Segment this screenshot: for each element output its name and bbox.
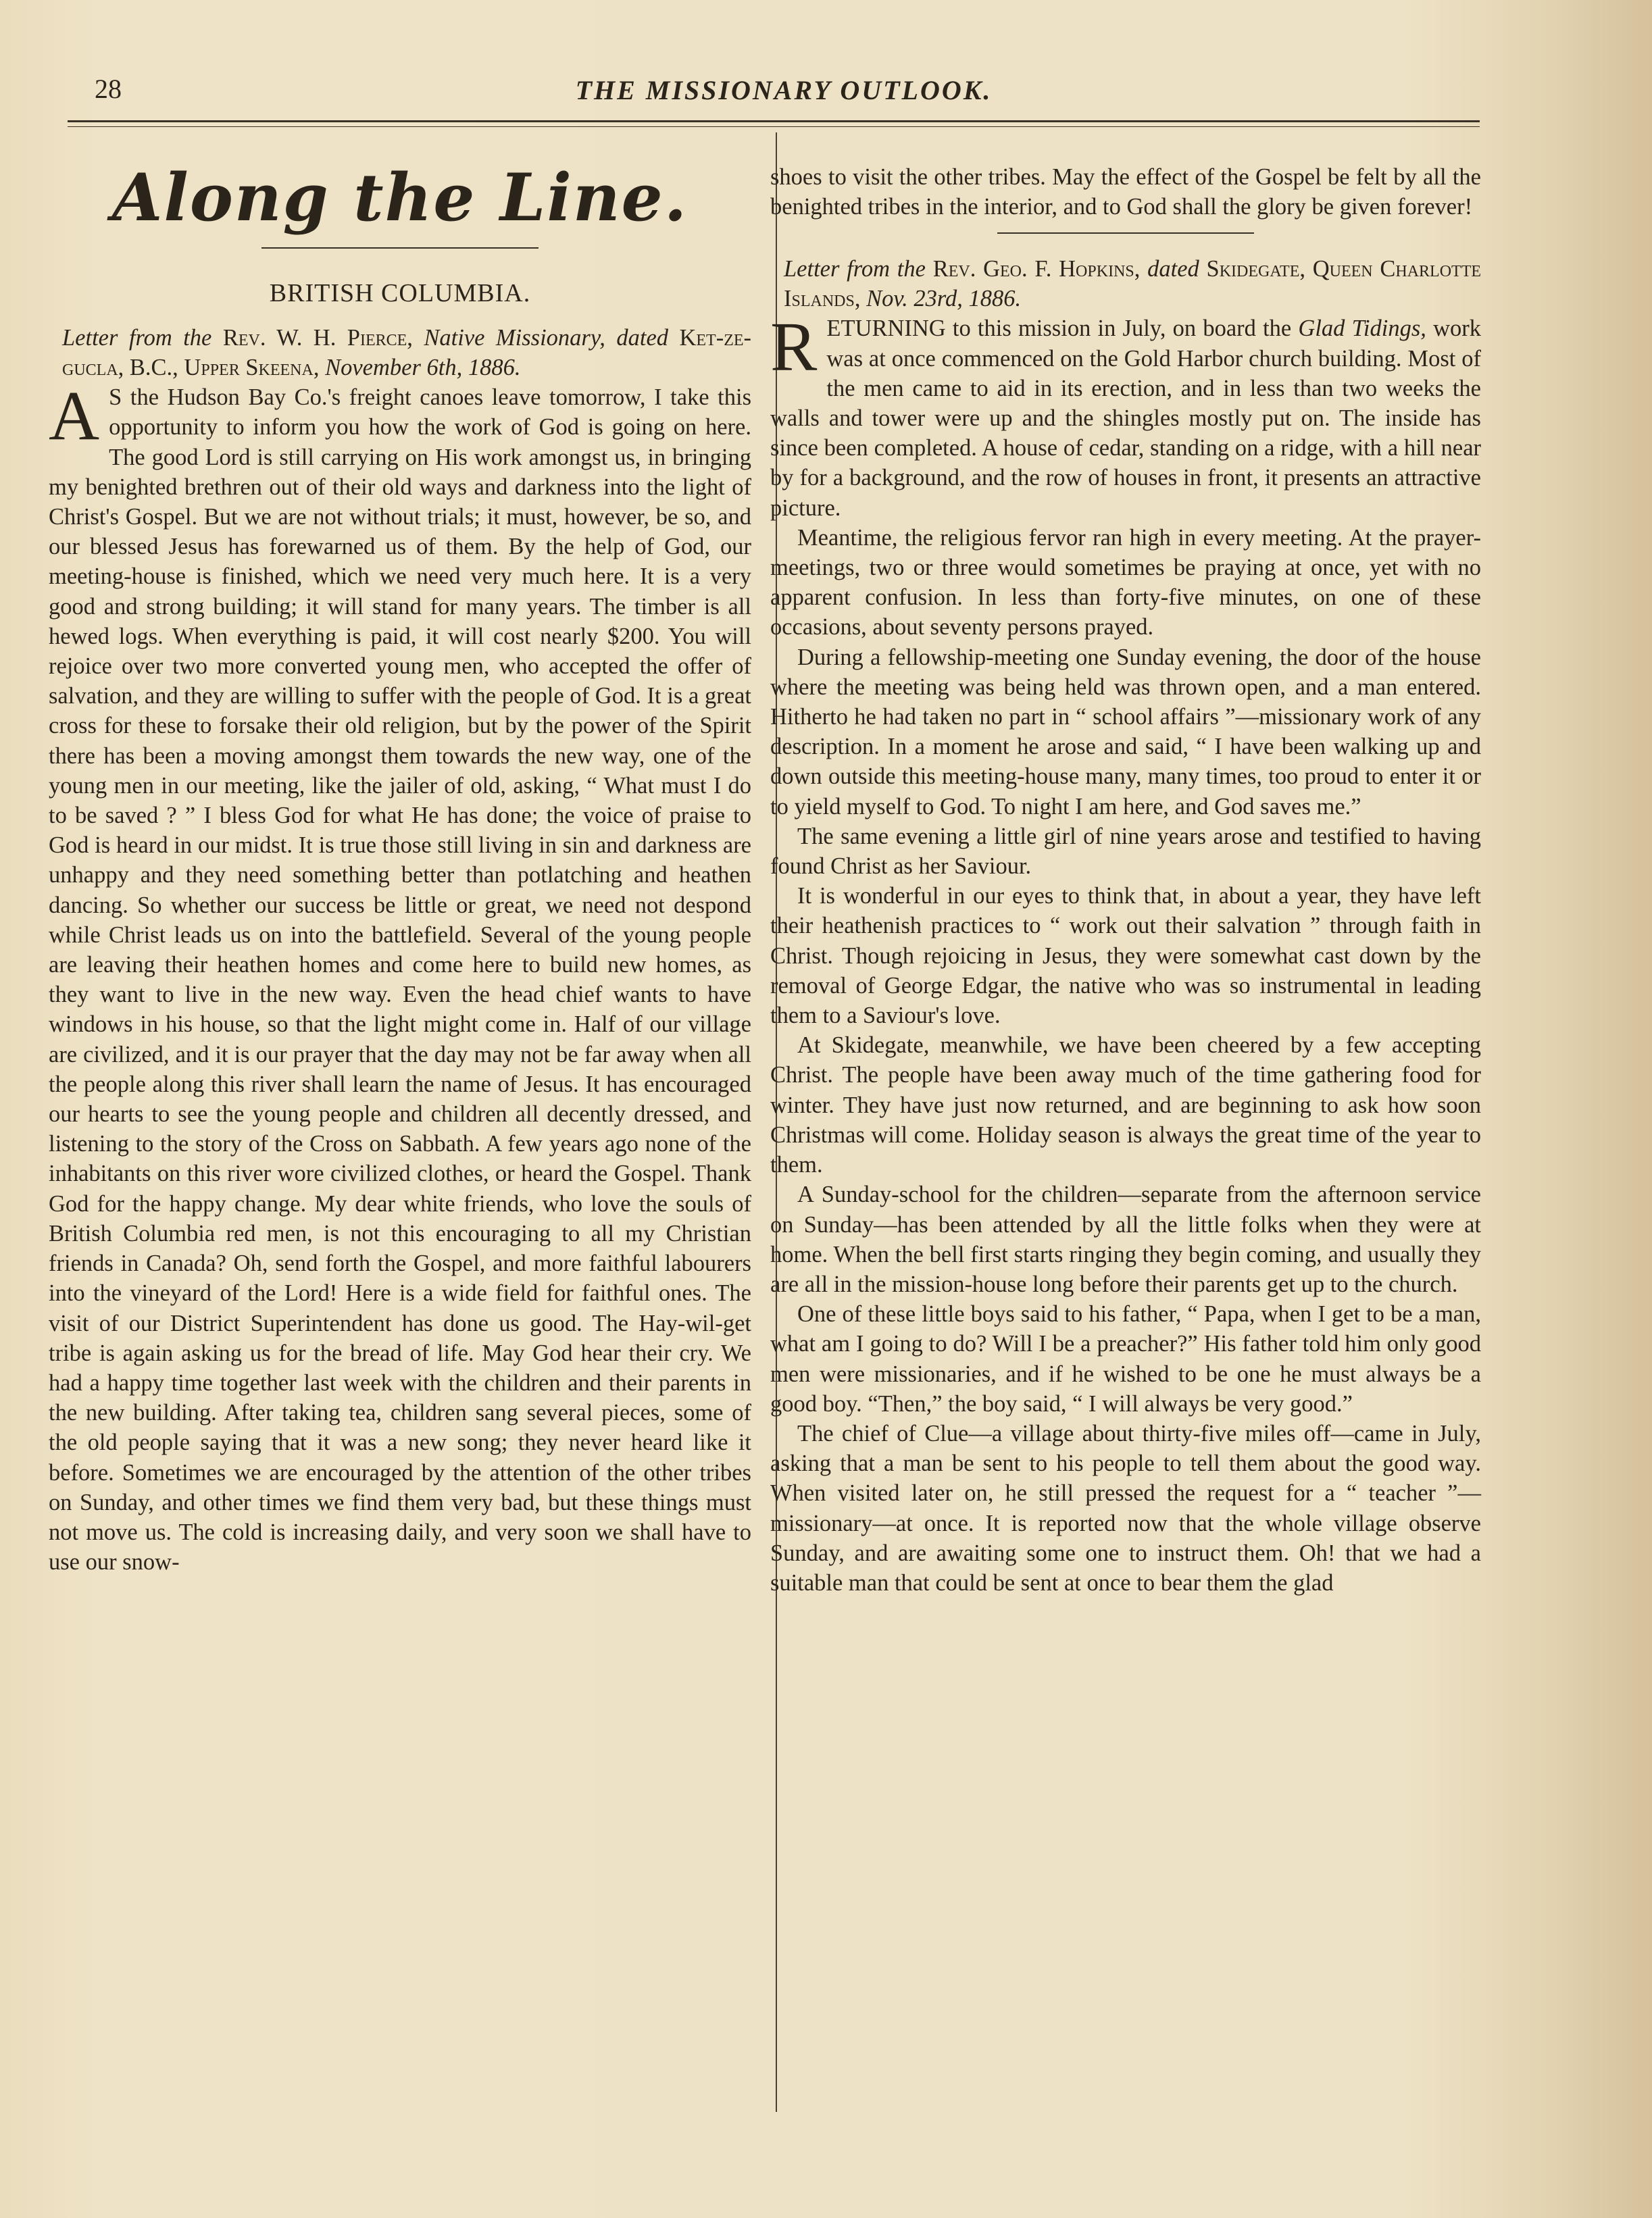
ship-name: Glad Tidings, <box>1298 316 1426 342</box>
letter-place: Ket-ze-gucla, B.C., Upper Skeena, <box>62 325 752 381</box>
opening-word: ETURNING <box>826 316 946 342</box>
paragraph: At Skidegate, meanwhile, we have been cheered by a few accepting Christ. The people have been away much of the time gathering food for winter. They have just now returned, and are beginning to ask how soon Christmas will come. Holiday season is always the great time of the year to them. <box>770 1032 1481 1178</box>
letter-heading-pierce <box>49 323 751 382</box>
header-rule <box>68 120 1480 127</box>
section-masthead: Along the Line. <box>111 159 689 236</box>
running-head <box>95 65 1473 112</box>
letter-heading-hopkins <box>770 254 1481 313</box>
left-column <box>49 142 751 1577</box>
paragraph: It is wonderful in our eyes to think that, in about a year, they have left their heathenish practices to “ work out their salvation ” through faith in Christ. Though rejoicing in Jesus, they were somewhat cast down by the removal of George Edgar, the native who was so instrumental in leading them to a Saviour's love. <box>770 883 1481 1029</box>
letter-text: to this mission in July, on board the <box>945 316 1299 342</box>
drop-cap: R <box>770 308 818 386</box>
letter-dated-label: dated <box>1147 256 1199 282</box>
letter-from-label: Letter from the <box>62 325 212 351</box>
section-heading: BRITISH COLUMBIA. <box>269 279 531 307</box>
letter-date: November 6th, 1886. <box>325 355 521 381</box>
paragraph: The chief of Clue—a village about thirty-five miles off—came in July, asking that a man be sent to his people to tell them about the good way. When visited later on, he still pressed the request for a “ teacher ”—missionary—at once. It is reported now that the whole village observe Sunday, and are awaiting some one to instruct them. Oh! that we had a suitable man that could be sent at once to bear them the glad <box>770 1420 1481 1596</box>
continued-text: shoes to visit the other tribes. May the effect of the Gospel be felt by all the benighted tribes in the interior, and to God shall the glory be given forever! <box>770 164 1481 220</box>
letter-place: Skidegate, Queen Charlotte Islands, <box>784 256 1482 312</box>
letter-text: S the Hudson Bay Co.'s freight canoes leave tomorrow, I take this opportunity to inform you how the work of God is going on here. The good Lord is still carrying on His work amongst us, in bringing my benighted brethren out of their old ways and darkness into the light of Christ's Gospel. But we are not without trials; it must, however, be so, and our blessed Jesus has forewarned us of them. By the help of God, our meeting-house is finished, which we need very much here. It is a very good and strong building; it will stand for many years. The timber is all hewed logs. When everything is paid, it will cost nearly $200. You will rejoice over two more converted young men, who accepted the offer of salvation, and they are willing to suffer with the people of God. It is a great cross for these to forsake their old religion, but by the power of the Spirit there has been a moving amongst them towards the new way, one of the young men in our meeting, like the jailer of old, asking, “ What must I do to be saved ? ” I bless God for what He has done; the voice of praise to God is heard in our midst. It is true those still living in sin and darkness are unhappy and they need something better than potlatching and heathen dancing. So whether our success be little or great, we need not despond while Christ leads us on into the battlefield. Several of the young people are leaving their heathen homes and come here to build new homes, as they want to live in the new way. Even the head chief wants to have windows in his house, so that the light might come in. Half of our village are civilized, and it is our prayer that the day may not be far away when all the people along this river shall learn the name of Jesus. It has encouraged our hearts to see the young people and children all decently dressed, and listening to the story of the Cross on Sabbath. A few years ago none of the inhabitants on this river wore civilized clothes, or heard the Gospel. Thank God for the happy change. My dear white friends, who love the souls of British Columbia red men, is not this encouraging to all my Christian friends in Canada? Oh, send forth the Gospel, and more faithful labourers into the vineyard of the Lord! Here is a wide field for faithful ones. The visit of our District Superintendent has done us good. The Hay-wil-get tribe is again asking us for the bread of life. May God hear their cry. We had a happy time together last week with the children and their parents in the new building. After taking tea, children sang several pieces, some of the old people saying that it was a new song; they never heard like it before. Sometimes we are encouraged by the attention of the other tribes on Sunday, and other times we find them very bad, but these things must not move us. The cold is increasing daily, and very soon we shall have to use our snow- <box>49 384 751 1576</box>
paragraph: Meantime, the religious fervor ran high in every meeting. At the prayer-meetings, two or three would sometimes be praying at once, yet with no apparent confusion. In less than forty-five minutes, on one of these occasions, about seventy persons prayed. <box>770 524 1481 640</box>
letter-text: work was at once commenced on the Gold Harbor church building. Most of the men came to aid in its erection, and in less than two weeks the walls and tower were up and the shingles mostly put on. The inside has since been completed. A house of cedar, standing on a ridge, with a hill near by for a background, and the row of houses in front, it presents an attractive picture. <box>770 316 1481 521</box>
page-number: 28 <box>95 74 122 104</box>
letter-role: Native Missionary, dated <box>424 325 669 351</box>
drop-cap: A <box>49 377 100 455</box>
letter-date: Nov. 23rd, 1886. <box>866 286 1022 312</box>
journal-title: THE MISSIONARY OUTLOOK. <box>575 75 993 105</box>
paragraph: During a fellowship-meeting one Sunday evening, the door of the house where the meeting was being held was thrown open, and a man entered. Hitherto he had taken no part in “ school affairs ”—missionary work of any description. In a moment he arose and said, “ I have been walking up and down outside this meeting-house many, many times, too proud to enter it or to yield myself to God. To night I am here, and God saves me.” <box>770 644 1481 820</box>
right-column <box>770 162 1481 1598</box>
paragraph: One of these little boys said to his father, “ Papa, when I get to be a man, what am I going to do? Will I be a preacher?” His father told him only good men were missionaries, and if he wished to be one he must always be a good boy. “Then,” the boy said, “ I will always be very good.” <box>770 1301 1481 1417</box>
letter-body-hopkins <box>770 308 1481 522</box>
letter-separator <box>997 232 1254 234</box>
letter-author: Rev. W. H. Pierce, <box>222 325 413 351</box>
letter-from-label: Letter from the <box>784 256 926 282</box>
letter-body-pierce <box>49 377 751 1577</box>
masthead-rule <box>261 247 539 249</box>
paragraph: A Sunday-school for the children—separate from the afternoon service on Sunday—has been attended by all the little folks when they were at home. When the bell first starts ringing they begin coming, and usually they are all in the mission-house long before their parents get up to the church. <box>770 1182 1481 1297</box>
paragraph: The same evening a little girl of nine years arose and testified to having found Christ as her Saviour. <box>770 823 1481 880</box>
letter-author: Rev. Geo. F. Hopkins, <box>932 256 1141 282</box>
